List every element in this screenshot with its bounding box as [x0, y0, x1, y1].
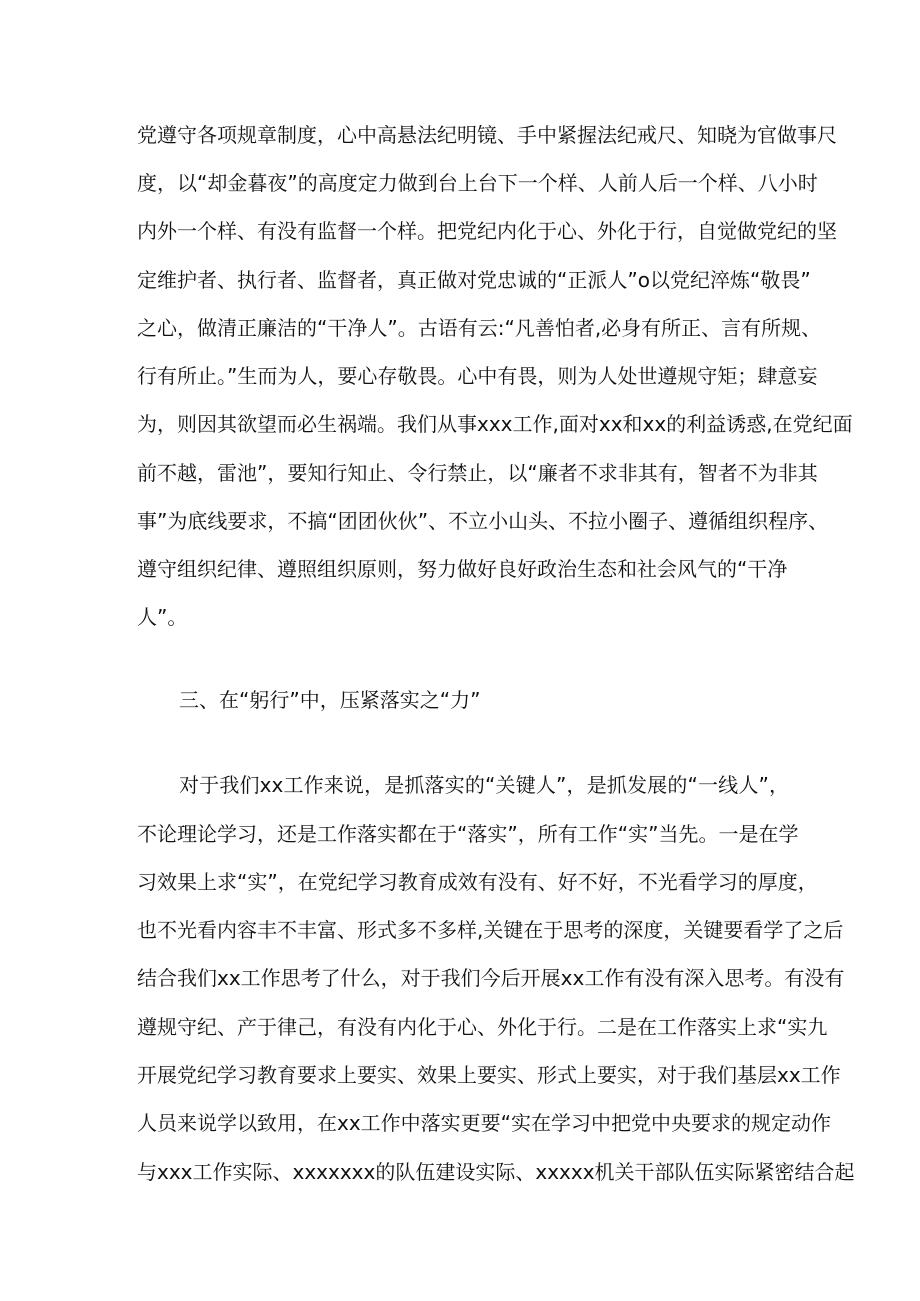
paragraph-line: 事”为底线要求，不搞“团团伙伙”、不立小山头、不拉小圈子、遵循组织程序、 — [137, 509, 829, 533]
paragraph-line: 行有所止。”生而为人，要心存敬畏。心中有畏，则为人处世遵规守矩；肆意妄 — [137, 364, 818, 388]
paragraph-line: 也不光看内容丰不丰富、形式多不多样,关键在于思考的深度，关键要看学了之后 — [137, 918, 844, 942]
paragraph-line: 对于我们xx工作来说，是抓落实的“关键人”，是抓发展的“一线人”， — [179, 773, 789, 797]
paragraph-line: 与xxx工作实际、xxxxxxx的队伍建设实际、xxxxx机关干部队伍实际紧密结合起 — [137, 1160, 855, 1184]
paragraph-line: 开展党纪学习教育要求上要实、效果上要实、形式上要实，对于我们基层xx工作 — [137, 1063, 841, 1087]
paragraph-line: 为，则因其欲望而必生祸端。我们从事xxx工作,面对xx和xx的利益诱惑,在党纪面 — [137, 412, 853, 436]
paragraph-line: 前不越，雷池”，要知行知止、令行禁止，以“廉者不求非其有，智者不为非其 — [137, 461, 818, 485]
paragraph-line: 人”。 — [137, 605, 188, 629]
paragraph-line: 结合我们xx工作思考了什么，对于我们今后开展xx工作有没有深入思考。有没有 — [137, 966, 845, 990]
paragraph-line: 度，以“却金暮夜”的高度定力做到台上台下一个样、人前人后一个样、八小时 — [137, 171, 818, 195]
paragraph-line: 人员来说学以致用，在xx工作中落实更要“实在学习中把党中央要求的规定动作 — [137, 1111, 832, 1135]
paragraph-line: 之心，做清正廉洁的“干净人”。古语有云:“凡善怕者,必身有所正、言有所规、 — [137, 316, 822, 340]
paragraph-line: 党遵守各项规章制度，心中高悬法纪明镜、手中紧握法纪戒尺、知晓为官做事尺 — [137, 123, 837, 147]
paragraph-line: 定维护者、执行者、监督者，真正做对党忠诚的“正派人”o以党纪淬炼“敬畏” — [137, 268, 811, 292]
paragraph-line: 习效果上求“实”，在党纪学习教育成效有没有、好不好，不光看学习的厚度， — [137, 870, 818, 894]
section-heading: 三、在“躬行”中，压紧落实之“力” — [179, 688, 481, 712]
paragraph-line: 不论理论学习，还是工作落实都在于“落实”，所有工作“实”当先。一是在学 — [137, 822, 799, 846]
paragraph-line: 内外一个样、有没有监督一个样。把党纪内化于心、外化于行，自觉做党纪的坚 — [137, 219, 837, 243]
paragraph-line: 遵守组织纪律、遵照组织原则，努力做好良好政治生态和社会风气的“干净 — [137, 557, 788, 581]
paragraph-line: 遵规守纪、产于律己，有没有内化于心、外化于行。二是在工作落实上求“实九 — [137, 1015, 828, 1039]
